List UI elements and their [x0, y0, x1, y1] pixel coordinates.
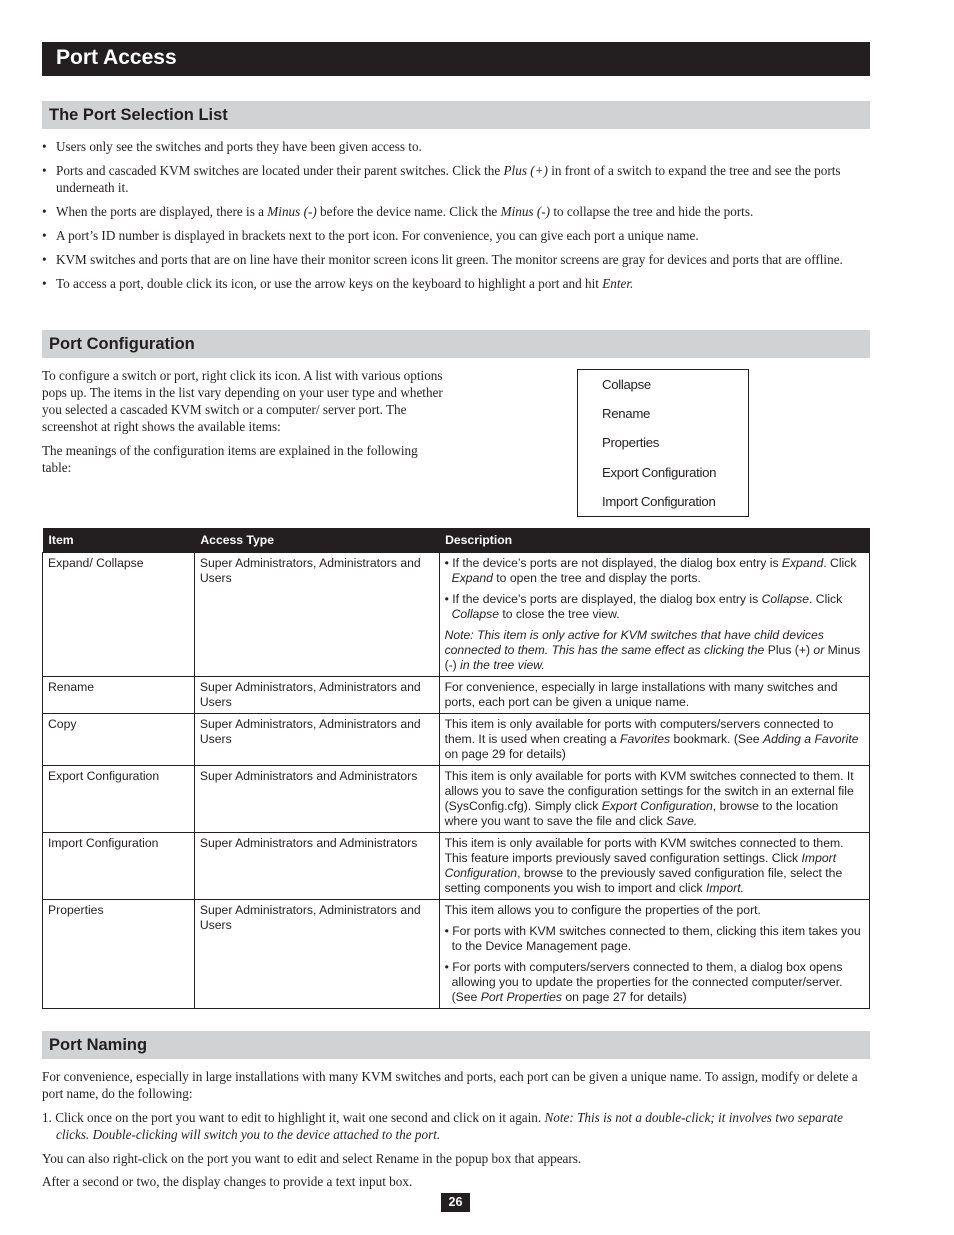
cell-item: Import Configuration — [43, 833, 195, 900]
cell-description: This item is only available for ports with KVM switches connected to them. It allows you to save the configuration settings for the switch in an external file (SysConfig.cfg). Simply click Export Configuration, browse to the location where you want to save the file and click Save. — [439, 766, 869, 833]
list-item: • Ports and cascaded KVM switches are located under their parent switches. Click the Plus (+) in front of a switch to expand the tree and see the ports underneath it. — [42, 162, 870, 196]
cell-access: Super Administrators and Administrators — [194, 833, 439, 900]
table-row — [43, 714, 870, 766]
cell-item: Rename — [43, 677, 195, 714]
section-heading-port-configuration — [42, 330, 870, 358]
port-naming-step-1: 1. Click once on the port you want to edit to highlight it, wait one second and click on it again. Note: This is not a double-click; it involves two separate clicks. Double-clicking will switch you to the device attached to the port. — [42, 1110, 844, 1142]
port-naming-intro: For convenience, especially in large installations with many KVM switches and ports, each port can be given a unique name. To assign, modify or delete a port name, do the following: — [42, 1069, 858, 1101]
cell-access: Super Administrators, Administrators and Users — [194, 677, 439, 714]
page-title: Port Access — [56, 46, 177, 69]
section-heading-text: Port Naming — [49, 1036, 148, 1054]
cell-description: This item is only available for ports with KVM switches connected to them. This feature imports previously saved configuration settings. Click Import Configuration, browse to the previously saved configuration file, select the setting components you wish to import and click Import. — [439, 833, 869, 900]
list-item: • To access a port, double click its icon, or use the arrow keys on the keyboard to highlight a port and hit Enter. — [42, 275, 870, 292]
menu-item-collapse[interactable]: Collapse — [602, 377, 651, 392]
cell-access: Super Administrators and Administrators — [194, 766, 439, 833]
menu-item-properties[interactable]: Properties — [602, 435, 660, 450]
cell-access: Super Administrators, Administrators and Users — [194, 553, 439, 677]
section-heading-port-naming — [42, 1031, 870, 1059]
cell-item: Copy — [43, 714, 195, 766]
list-item: • When the ports are displayed, there is a Minus (-) before the device name. Click the Minus (-) to collapse the tree and hide the ports. — [42, 203, 870, 220]
cell-description: This item allows you to configure the properties of the port. • For ports with KVM switches connected to them, clicking this item takes you to the Device Management page. • For ports with computers/servers connected to them, a dialog box opens allowing you to update the properties for the connected computer/server. (See Port Properties on page 27 for details) — [439, 900, 869, 1009]
table-row — [43, 900, 870, 1009]
table-row — [43, 677, 870, 714]
config-intro-paragraph: To configure a switch or port, right click its icon. A list with various options pops up. The items in the list vary depending on your user type and whether you selected a cascaded KVM switch or a computer/ server port. The screenshot at right shows the available items: — [42, 368, 443, 434]
column-header-description: Description — [439, 528, 869, 553]
table-header-row — [43, 528, 870, 553]
port-naming-textbox-paragraph: After a second or two, the display changes to provide a text input box. — [42, 1174, 413, 1189]
column-header-access-type: Access Type — [194, 528, 439, 553]
context-menu-screenshot — [577, 369, 749, 517]
section-heading-text: Port Configuration — [49, 335, 195, 353]
cell-item: Properties — [43, 900, 195, 1009]
list-item: • KVM switches and ports that are on line have their monitor screen icons lit green. The monitor screens are gray for devices and ports that are offline. — [42, 251, 870, 268]
cell-access: Super Administrators, Administrators and Users — [194, 714, 439, 766]
section-heading-port-selection — [42, 101, 870, 129]
table-row — [43, 833, 870, 900]
page-title-bar — [42, 42, 870, 76]
section-heading-text: The Port Selection List — [49, 106, 228, 124]
column-header-item: Item — [43, 528, 195, 553]
port-naming-rightclick-paragraph: You can also right-click on the port you want to edit and select Rename in the popup box that appears. — [42, 1151, 582, 1166]
list-item: • A port’s ID number is displayed in brackets next to the port icon. For convenience, you can give each port a unique name. — [42, 227, 870, 244]
cell-description: For convenience, especially in large installations with many switches and ports, each port can be given a unique name. — [439, 677, 869, 714]
cell-access: Super Administrators, Administrators and Users — [194, 900, 439, 1009]
port-selection-list — [42, 138, 870, 299]
table-row — [43, 766, 870, 833]
page-number: 26 — [441, 1193, 470, 1212]
cell-description: This item is only available for ports with computers/servers connected to them. It is used when creating a Favorites bookmark. (See Adding a Favorite on page 29 for details) — [439, 714, 869, 766]
menu-item-import-configuration[interactable]: Import Configuration — [602, 494, 716, 509]
list-item: • Users only see the switches and ports they have been given access to. — [42, 138, 870, 155]
menu-item-rename[interactable]: Rename — [602, 406, 651, 421]
cell-item: Export Configuration — [43, 766, 195, 833]
table-row — [43, 553, 870, 677]
menu-item-export-configuration[interactable]: Export Configuration — [602, 465, 717, 480]
cell-item: Expand/ Collapse — [43, 553, 195, 677]
configuration-items-table — [42, 528, 870, 1009]
cell-description: • If the device’s ports are not displayed, the dialog box entry is Expand. Click Expand to open the tree and display the ports. • If the device’s ports are displayed, the dialog box entry is Collapse. Click Collapse to close the tree view. Note: This item is only active for KVM switches that have child devices connected to them. This has the same effect as clicking the Plus (+) or Minus (-) in the tree view. — [439, 553, 869, 677]
config-table-intro: The meanings of the configuration items are explained in the following table: — [42, 443, 418, 475]
